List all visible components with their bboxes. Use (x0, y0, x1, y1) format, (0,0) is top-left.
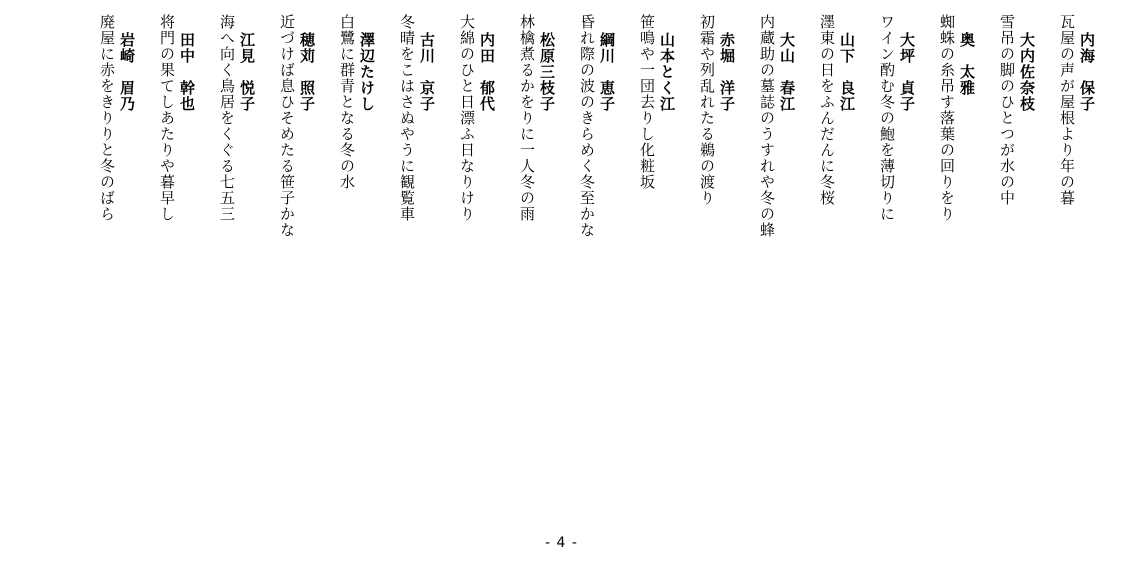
author-name: 古川 京子 (418, 32, 436, 112)
haiku-entry (753, 14, 797, 284)
haiku-entry (1053, 14, 1097, 284)
haiku-entry (93, 14, 137, 284)
author-name: 山本とく江 (658, 32, 676, 112)
author-name: 穂苅 照子 (298, 32, 316, 112)
haiku-text: 冬晴をこはさぬやうに観覧車 (398, 14, 416, 222)
author-name: 赤堀 洋子 (718, 32, 736, 112)
haiku-text: 内蔵助の墓誌のうすれや冬の蜂 (758, 14, 776, 238)
haiku-text: 大綿のひと日漂ふ日なりけり (458, 14, 476, 222)
haiku-text: 白鷺に群青となる冬の水 (338, 14, 356, 190)
haiku-entry (393, 14, 437, 284)
author-name: 田中 幹也 (178, 32, 196, 112)
haiku-text: 昏れ際の波のきらめく冬至かな (578, 14, 596, 238)
haiku-entry (993, 14, 1037, 284)
haiku-text: 廃屋に赤をきりりと冬のばら (98, 14, 116, 222)
haiku-entry (453, 14, 497, 284)
haiku-entry (633, 14, 677, 284)
haiku-entry (273, 14, 317, 284)
haiku-column-area (77, 14, 1097, 284)
haiku-text: 林檎煮るかをりに一人冬の雨 (518, 14, 536, 222)
haiku-entry (153, 14, 197, 284)
haiku-text: 海へ向く鳥居をくぐる七五三 (218, 14, 236, 222)
author-name: 江見 悦子 (238, 32, 256, 112)
haiku-text: 初霜や列乱れたる鵜の渡り (698, 14, 716, 206)
author-name: 山下 良江 (838, 32, 856, 112)
author-name: 岩崎 眉乃 (118, 32, 136, 112)
author-name: 内海 保子 (1078, 32, 1096, 112)
haiku-entry (873, 14, 917, 284)
haiku-text: 蜘蛛の糸吊す落葉の回りをり (938, 14, 956, 222)
author-name: 奥 太雅 (958, 32, 976, 96)
author-name: 大内佐奈枝 (1018, 32, 1036, 112)
haiku-entry (333, 14, 377, 284)
haiku-text: 雪吊の脚のひとつが水の中 (998, 14, 1016, 206)
haiku-entry (213, 14, 257, 284)
author-name: 大坪 貞子 (898, 32, 916, 112)
author-name: 内田 郁代 (478, 32, 496, 112)
haiku-text: 将門の果てしあたりや暮早し (158, 14, 176, 222)
haiku-text: 近づけば息ひそめたる笹子かな (278, 14, 296, 238)
page-number: - 4 - (545, 535, 578, 551)
haiku-text: 瓦屋の声が屋根より年の暮 (1058, 14, 1076, 206)
haiku-text: 笹鳴や一団去りし化粧坂 (638, 14, 656, 190)
haiku-entry (813, 14, 857, 284)
haiku-text: ワイン酌む冬の鮑を薄切りに (878, 14, 896, 222)
haiku-entry (573, 14, 617, 284)
author-name: 大山 春江 (778, 32, 796, 112)
author-name: 松原三枝子 (538, 32, 556, 112)
haiku-entry (513, 14, 557, 284)
haiku-text: 濹東の日をふんだんに冬桜 (818, 14, 836, 206)
author-name: 澤辺たけし (358, 32, 376, 112)
haiku-entry (693, 14, 737, 284)
haiku-entry (933, 14, 977, 284)
author-name: 綱川 恵子 (598, 32, 616, 112)
